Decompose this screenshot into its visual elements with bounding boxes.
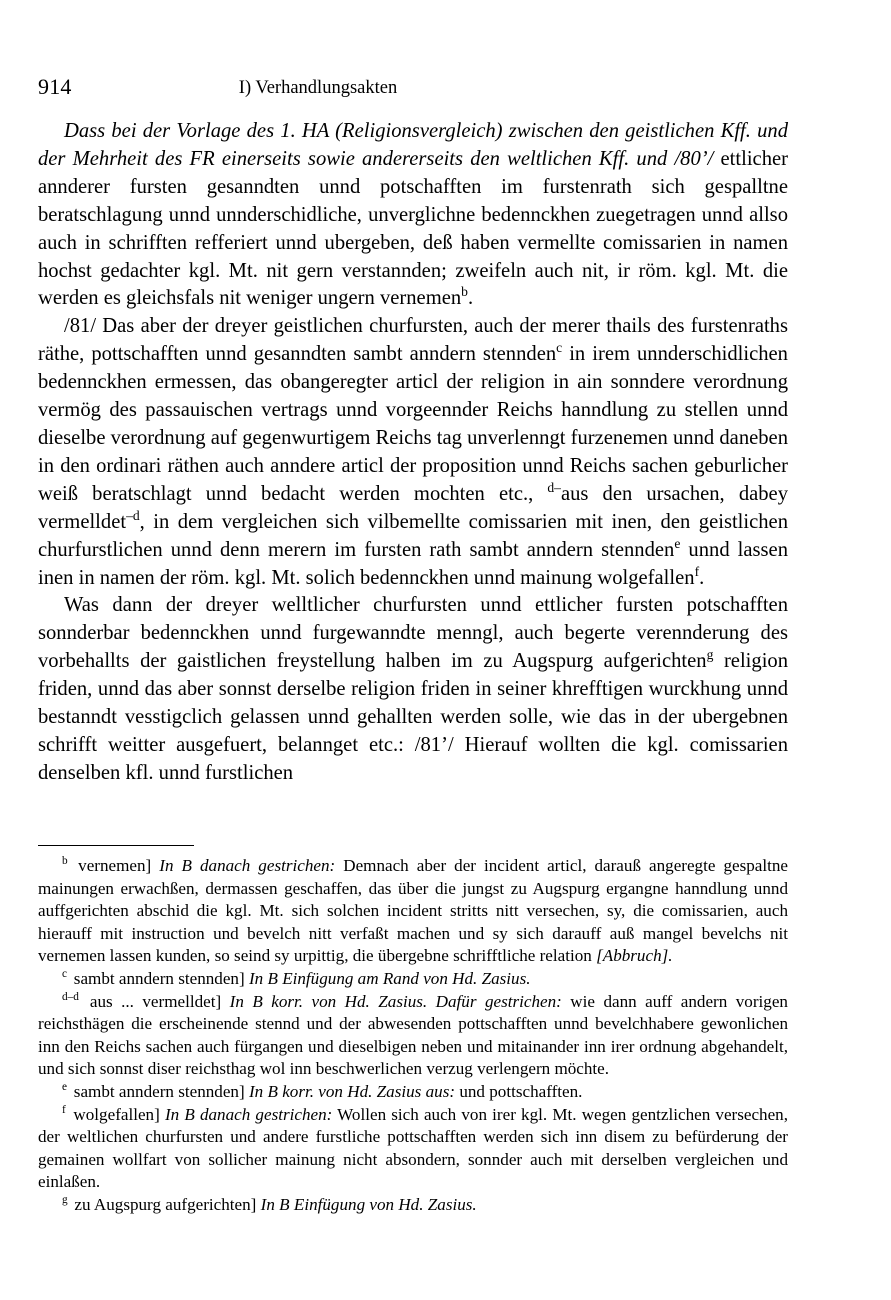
footnote-trailing-italic: [Abbruch]. — [596, 946, 673, 966]
footnote-g — [38, 1194, 788, 1217]
footnote-lemma: zu Augspurg aufgerichten] — [70, 1194, 257, 1214]
paragraph-2-segment-8: unnd lassen inen in namen der röm. kgl. Mt. solich bedennckhen unnd mainung wolgefallen — [38, 538, 788, 589]
footnote-editorial-note: In B danach gestrichen: — [151, 856, 336, 875]
footnote-id-f[interactable]: f — [62, 1103, 66, 1116]
footnote-lemma: sambt anndern stennden] — [69, 1081, 245, 1101]
running-head — [38, 74, 786, 100]
footnote-separator-rule — [38, 845, 194, 846]
footnote-marker-b[interactable]: b — [461, 284, 468, 300]
footnote-editorial-note: In B Einfügung am Rand von Hd. Zasius. — [244, 968, 531, 988]
footnote-editorial-note: In B Einfügung von Hd. Zasius. — [256, 1194, 477, 1214]
paragraph-3-segment-2: religion friden, unnd das aber sonnst derselbe religion friden in seiner khrefftigen wurckhung unnd bestanndt vesstigclich gelassen unnd gehallten werden solle, wie das in der ubergebnen schrifft weitter ausgefuert, belannget etc.: /81’/ Hierauf wollten die kgl. comissarien denselben kfl. unnd furstlichen — [38, 650, 789, 784]
footnote-quoted-text: Wollen sich auch von irer kgl. Mt. wegen gentzlichen versechen, der weltlichen churfursten und andere furstliche pottschafften werden sich inn disem zu befürderung der gemainen wollfart von sollicher mainung nicht absondern, sonnder auch mit derselben vergleichen und einlaßen. — [38, 1104, 789, 1192]
paragraph-3-segment-0: Was dann der dreyer welltlicher churfursten unnd ettlicher fursten potschafften sonnderbar bedennckhen unnd furgewanndte menngl, auch begerte verennderung des vorbehallts der gaistlichen freystellung halben im zu Augspurg aufgerichten — [38, 594, 788, 673]
footnote-marker-f[interactable]: f — [694, 563, 700, 579]
footnote-e — [38, 1081, 788, 1104]
paragraph-2-segment-2: in irem unnderschidlichen bedennckhen ermessen, das obangeregter articl der religion in ain sonndere verordnung vermög des passauischen vertrags unnd vorgeennder Reichs hanndlung zu stellen unnd dieselbe verordnung auf gegenwurtigem Reichs tag unverlenngt furzenemen unnd daneben in den ordinari räthen auch anndere articl der proposition unnd Reichs sachen geburlicher weiß beratschlagt unnd bedacht werden mochten etc., — [38, 343, 788, 505]
paragraph-3 — [38, 592, 788, 787]
footnote-editorial-note: In B korr. von Hd. Zasius. Dafür gestrichen: — [221, 991, 562, 1011]
footnote-id-g[interactable]: g — [62, 1194, 68, 1207]
footnote-marker-g[interactable]: g — [706, 647, 714, 663]
footnote-f — [38, 1104, 788, 1194]
footnote-list — [38, 855, 788, 1217]
footnote-editorial-note: In B korr. von Hd. Zasius aus: — [244, 1081, 456, 1101]
footnote-id-e[interactable]: e — [62, 1081, 68, 1094]
footnote-lemma: sambt anndern stennden] — [69, 968, 245, 988]
paragraph-2 — [38, 313, 788, 592]
page-number: 914 — [38, 74, 72, 99]
footnote-c — [38, 968, 788, 991]
footnote-apparatus — [38, 845, 788, 1217]
footnote-b — [38, 855, 788, 968]
footnote-quoted-text: Demnach aber der incident articl, darauß angeregte gespaltne mainungen erwachßen, dermassen geschaffen, das über die jungst zu Augspurg ergangne hanndlung unnd auffgerichten abschid die kgl. Mt. sich solchen incident stritts nitt versechen, sy, die comissarien, auch hierauff mit instruction und bevelch nitt verfaßt machen und sy sich darauff auß mangel bevelchs nit vernemen lassen kunden, so seind sy urpittig, die übergebne schrifftliche relation — [38, 856, 789, 966]
footnote-marker-d[interactable]: d– — [547, 479, 561, 495]
footnote-id-b[interactable]: b — [62, 855, 68, 868]
paragraph-2-segment-0: /81/ Das aber der dreyer geistlichen churfursten, auch der merer thails des furstenraths räthe, pottschafften unnd gesanndten sambt anndern stennden — [38, 315, 788, 366]
footnote-lemma: vernemen] — [70, 856, 152, 875]
paragraph-1-text: ettlicher annderer fursten gesanndten unnd potschafften im furstenrath sich gespalltne beratschlagung unnd unnderschidliche, unverglichne bedennckhen zuegetragen unnd allso auch in schrifften refferiert unnd ubergeben, deß haben vermellte comissarien in namen hochst gedachter kgl. Mt. nit gern verstannden; zweifeln auch nit, ir röm. kgl. Mt. die werden es gleichsfals nit weniger ungern vernemen — [38, 147, 788, 310]
footnote-lemma: aus ... vermelldet] — [81, 991, 222, 1011]
paragraph-2-segment-4: aus den ursachen, dabey vermelldet — [38, 482, 788, 533]
paragraph-1-tail: . — [467, 287, 474, 310]
footnote-editorial-note: In B danach gestrichen: — [159, 1104, 333, 1124]
footnote-id-dd[interactable]: d–d — [62, 990, 79, 1003]
paragraph-2-segment-6: , in dem vergleichen sich vilbemellte comissarien mit inen, den geistlichen churfurstlichen unnd denn merern im fursten rath sambt anndern stennden — [38, 510, 788, 561]
paragraph-1-lead-italic: Dass bei der Vorlage des 1. HA (Religionsvergleich) zwischen den geistlichen Kff. und der Mehrheit des FR einerseits sowie andererseits den weltlichen Kff. und /80’/ — [38, 120, 788, 170]
footnote-marker-e[interactable]: e — [674, 535, 681, 551]
footnote-quoted-text: und pottschafften. — [455, 1081, 583, 1101]
paragraph-1 — [38, 118, 788, 313]
footnote-marker-c[interactable]: c — [556, 340, 563, 356]
footnote-marker-d[interactable]: –d — [126, 507, 140, 523]
footnote-lemma: wolgefallen] — [68, 1104, 160, 1124]
paragraph-2-segment-10: . — [699, 566, 705, 589]
footnote-dd — [38, 991, 788, 1081]
running-head-title: I) Verhandlungsakten — [238, 78, 398, 98]
footnote-quoted-text: wie dann auff andern vorigen reichsthägen die erscheinende stennd und der abwesenden pottschafften unnd bevelchhabere gewonlichen inn den Reichs sachen auch fürgangen und dieselbigen neben und mitainander inn irer ordnung abgehandelt, und sich sonnst diser reichsthag wol inn beschwerlichen verzug verlengern möchte. — [38, 991, 788, 1079]
footnote-id-c[interactable]: c — [62, 968, 68, 981]
body-text — [38, 118, 788, 788]
